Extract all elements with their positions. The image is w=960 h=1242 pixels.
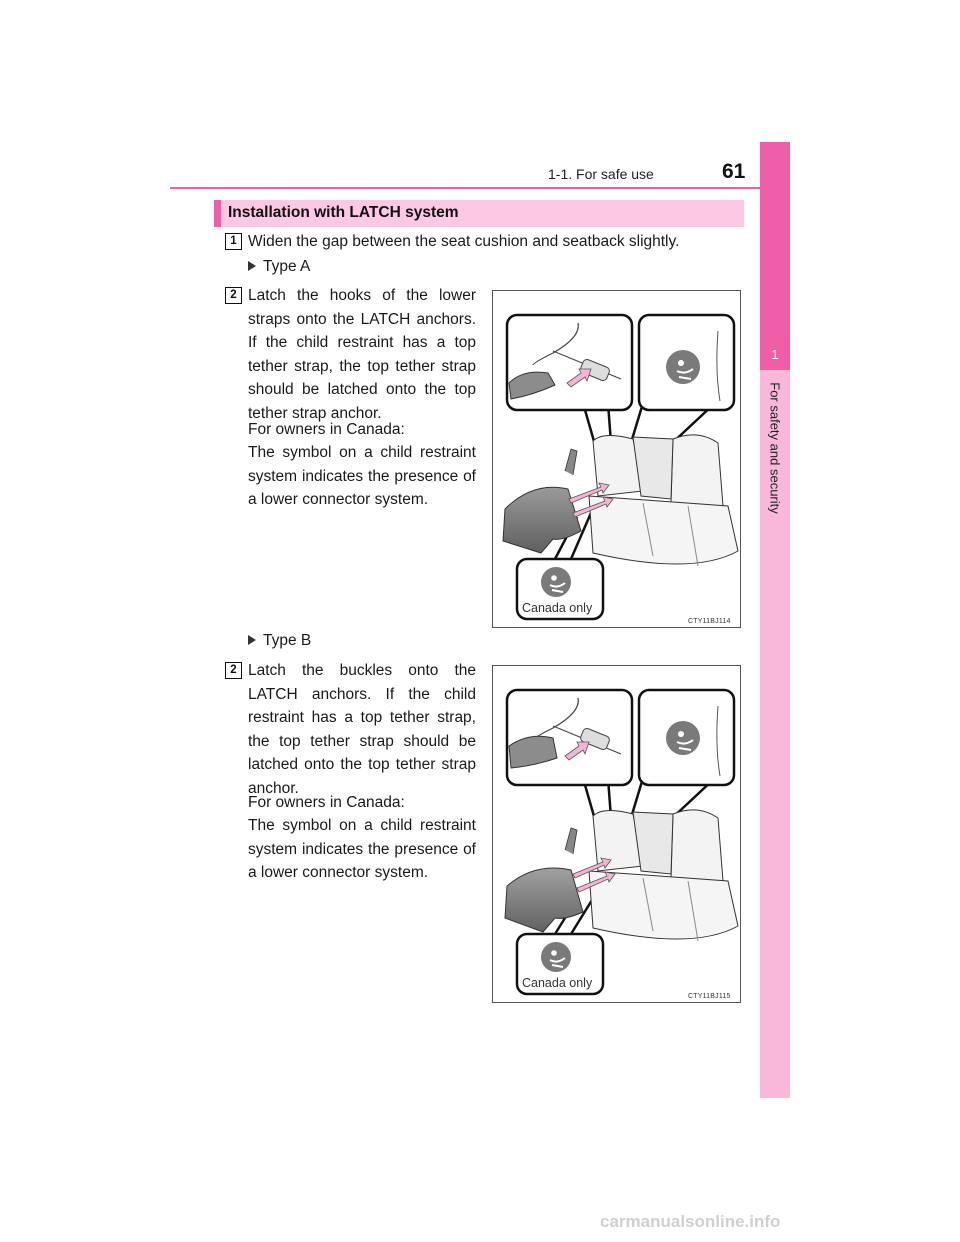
- figure-type-b: [492, 665, 741, 1003]
- type-a-canada-heading: For owners in Canada:: [248, 421, 405, 438]
- type-a-canada-text: The symbol on a child restraint system indicates the presence of a lower connector system.: [248, 444, 476, 509]
- figure-b-caption: Canada only: [522, 976, 593, 990]
- figure-a-code: CTY11BJ114: [688, 618, 731, 625]
- step-number-2-type-b: 2: [225, 662, 242, 679]
- type-b-step2-text: Latch the buckles onto the LATCH anchors. If the child restraint has a top tether strap, the top tether strap should be latched onto the top tether strap anchor.: [248, 662, 476, 797]
- type-b-canada-text: The symbol on a child restraint system indicates the presence of a lower connector system.: [248, 817, 476, 882]
- triangle-bullet-icon: [248, 635, 256, 645]
- step-number-1: 1: [225, 233, 242, 250]
- type-a-label: Type A: [248, 258, 310, 276]
- type-b-canada-heading: For owners in Canada:: [248, 794, 405, 811]
- chapter-number: 1: [771, 347, 779, 362]
- type-b-label: Type B: [248, 632, 311, 650]
- step1-text: Widen the gap between the seat cushion and seatback slightly.: [248, 233, 680, 250]
- chapter-label: For safety and security: [767, 382, 783, 514]
- header-section-title: 1-1. For safe use: [548, 166, 654, 182]
- header-rule: [170, 187, 790, 189]
- figure-b-code: CTY11BJ115: [688, 993, 731, 1000]
- latch-hook-illustration: [493, 291, 741, 628]
- figure-a-caption: Canada only: [522, 601, 593, 615]
- latch-buckle-illustration: [493, 666, 741, 1003]
- section-title: Installation with LATCH system: [228, 204, 459, 221]
- step-number-2-type-a: 2: [225, 287, 242, 304]
- chapter-side-tab-active: [760, 142, 790, 370]
- triangle-bullet-icon: [248, 261, 256, 271]
- type-a-step2-text: Latch the hooks of the lower straps onto the LATCH anchors. If the child restraint has a top tether strap, the top tether strap should be latched onto the top tether strap anchor.: [248, 287, 476, 422]
- figure-type-a: [492, 290, 741, 628]
- footer-watermark: carmanualsonline.info: [600, 1212, 781, 1231]
- page-number: 61: [722, 160, 746, 183]
